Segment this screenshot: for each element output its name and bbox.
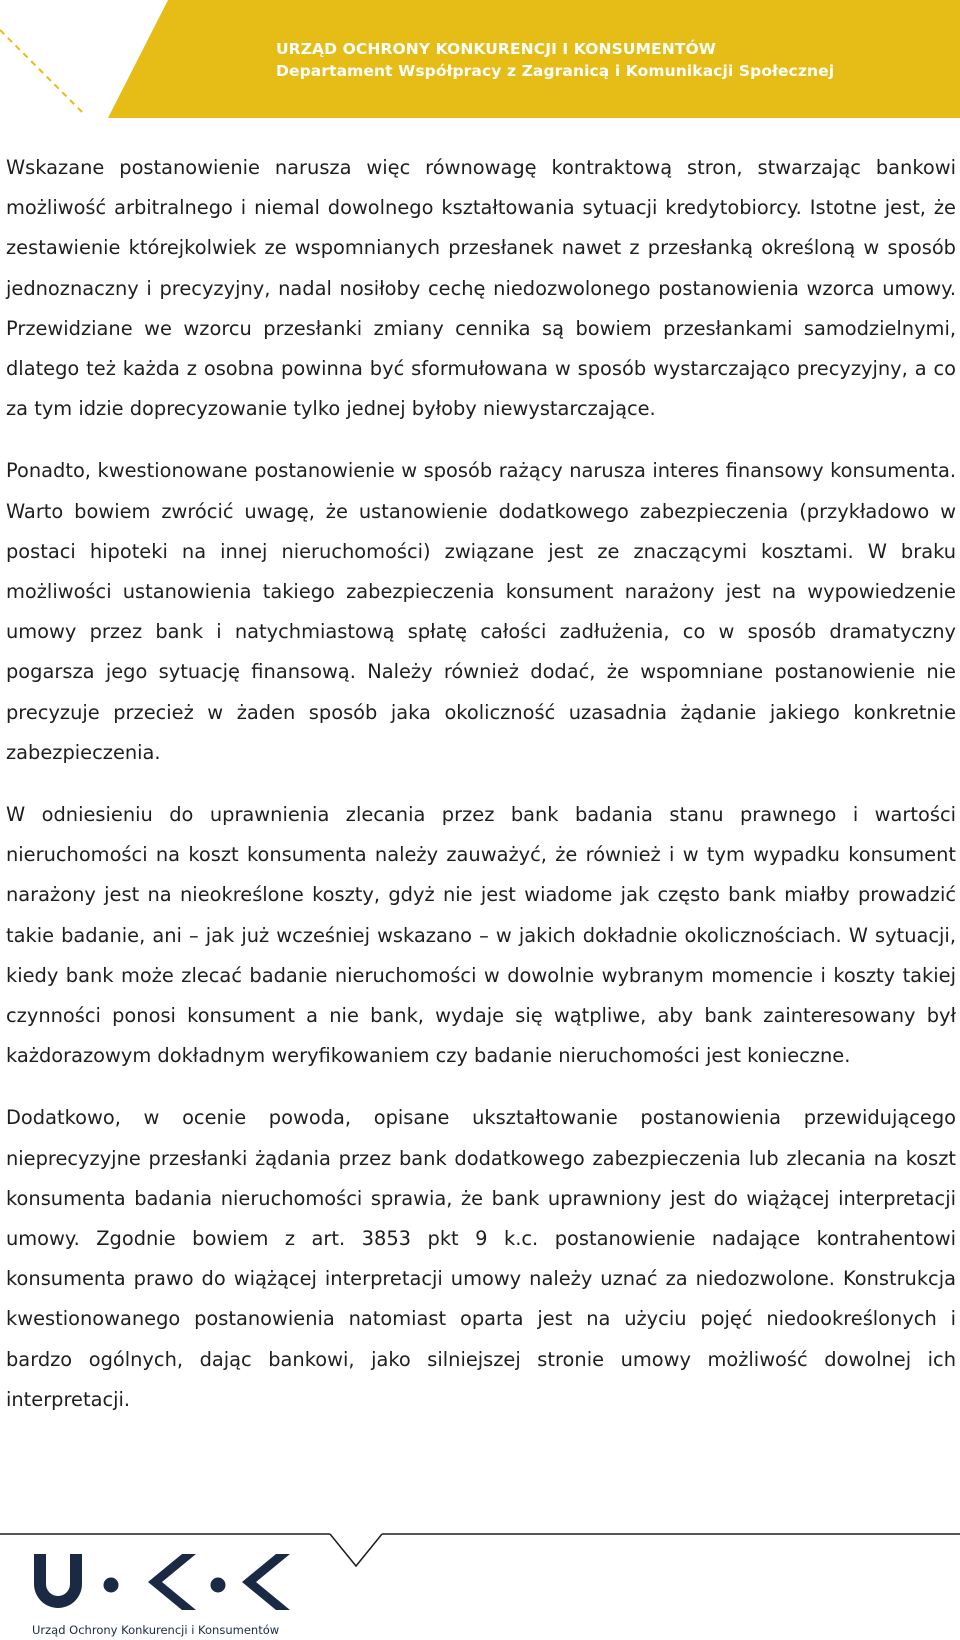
- paragraph-3: W odniesieniu do uprawnienia zlecania przez bank badania stanu prawnego i wartości nieruchomości na koszt konsumenta należy zauważyć, że również i w tym wypadku konsument narażony jest na nieokreślone koszty, gdyż nie jest wiadome jak często bank miałby prowadzić takie badanie, ani – jak już wcześniej wskazano – w jakich dokładnie okolicznościach. W sytuacji, kiedy bank może zlecać badanie nieruchomości w dowolnie wybranym momencie i koszty takiej czynności ponosi konsument a nie bank, wydaje się wątpliwe, aby bank zainteresowany był każdorazowym dokładnym weryfikowaniem czy badanie nieruchomości jest konieczne.: [6, 803, 956, 1068]
- header-office-name: URZĄD OCHRONY KONKURENCJI I KONSUMENTÓW: [276, 40, 716, 58]
- header-department-name: Departament Współpracy z Zagranicą i Komunikacji Społecznej: [276, 62, 835, 80]
- page-footer: [0, 1530, 960, 1640]
- document-body: [6, 148, 956, 1442]
- uokik-logo-mark: [34, 1554, 290, 1610]
- paragraph-2: Ponadto, kwestionowane postanowienie w sposób rażący narusza interes finansowy konsumenta. Warto bowiem zwrócić uwagę, że ustanowienie dodatkowego zabezpieczenia (przykładowo w postaci hipoteki na innej nieruchomości) związane jest ze znaczącymi kosztami. W braku możliwości ustanowienia takiego zabezpieczenia konsument narażony jest na wypowiedzenie umowy przez bank i natychmiastową spłatę całości zadłużenia, co w sposób dramatyczny pogarsza jego sytuację finansową. Należy również dodać, że wspomniane postanowienie nie precyzuje przecież w żaden sposób jaka okoliczność uzasadnia żądanie jakiego konkretnie zabezpieczenia.: [6, 459, 956, 764]
- footer-rule: [0, 1534, 960, 1566]
- paragraph-1: Wskazane postanowienie narusza więc równowagę kontraktową stron, stwarzając bankowi możliwość arbitralnego i niemal dowolnego kształtowania sytuacji kredytobiorcy. Istotne jest, że zestawienie którejkolwiek ze wspomnianych przesłanek nawet z przesłanką określoną w sposób jednoznaczny i precyzyjny, nadal nosiłoby cechę niedozwolonego postanowienia wzorca umowy. Przewidziane we wzorcu przesłanki zmiany cennika są bowiem przesłankami samodzielnymi, dlatego też każda z osobna powinna być sformułowana w sposób wystarczająco precyzyjny, a co za tym idzie doprecyzowanie tylko jednej byłoby niewystarczające.: [6, 156, 956, 421]
- paragraph-4: Dodatkowo, w ocenie powoda, opisane ukształtowanie postanowienia przewidującego nieprecyzyjne przesłanki żądania przez bank dodatkowego zabezpieczenia lub zlecania na koszt konsumenta badania nieruchomości sprawia, że bank uprawniony jest do wiążącej interpretacji umowy. Zgodnie bowiem z art. 3853 pkt 9 k.c. postanowienie nadające kontrahentowi konsumenta prawo do wiążącej interpretacji umowy należy uznać za niedozwolone. Konstrukcja kwestionowanego postanowienia natomiast oparta jest na użyciu pojęć niedookreślonych i bardzo ogólnych, dając bankowi, jako silniejszej stronie umowy możliwość dowolnej ich interpretacji.: [6, 1106, 956, 1411]
- header-title-block: [276, 38, 834, 82]
- logo-caption: Urząd Ochrony Konkurencji i Konsumentów: [32, 1623, 280, 1637]
- page-header: [0, 0, 960, 118]
